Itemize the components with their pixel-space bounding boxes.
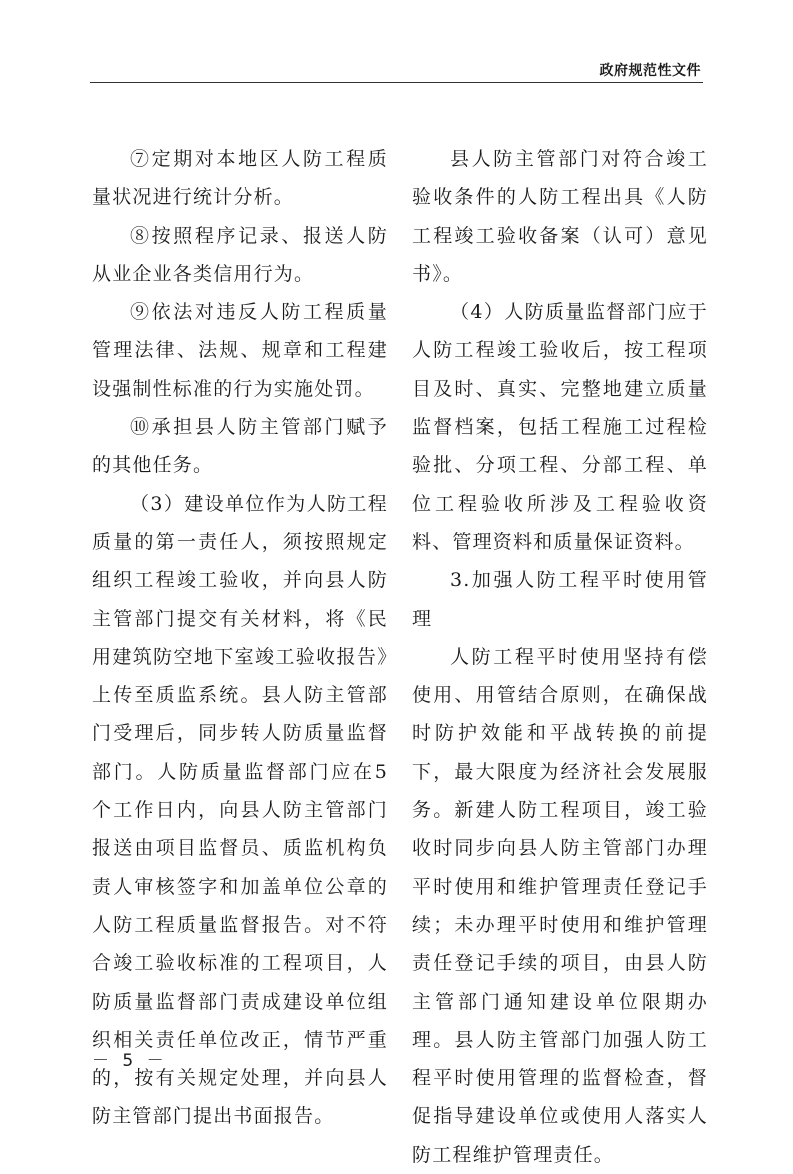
right-text-column [412,140,708,1174]
paragraph-item-7: ⑦定期对本地区人防工程质量状况进行统计分析。 [92,148,388,209]
paragraph-item-8: ⑧按照程序记录、报送人防从业企业各类信用行为。 [92,224,388,285]
paragraph-section-4: （4）人防质量监督部门应于人防工程竣工验收后，按工程项目及时、真实、完整地建立质量监督档案，包括工程施工过程检验批、分项工程、分部工程、单位工程验收所涉及工程验收资料、管理资料和质量保证资料。 [412,301,708,553]
paragraph-item-10: ⑩承担县人防主管部门赋予的其他任务。 [92,416,388,477]
document-category-label: 政府规范性文件 [599,63,701,79]
paragraph-section-3: （3）建设单位作为人防工程质量的第一责任人，须按照规定组织工程竣工验收，并向县人防主管部门提交有关材料，将《民用建筑防空地下室竣工验收报告》上传至质监系统。县人防主管部门受理后，同步转人防质量监督部门。人防质量监督部门应在5个工作日内，向县人防主管部门报送由项目监督员、质监机构负责人审核签字和加盖单位公章的人防工程质量监督报告。对不符合竣工验收标准的工程项目，人防质量监督部门责成建设单位组织相关责任单位改正，情节严重的，按有关规定处理，并向县人防主管部门提出书面报告。 [92,492,388,1128]
paragraph-usage-management: 人防工程平时使用坚持有偿使用、用管结合原则，在确保战时防护效能和平战转换的前提下，最大限度为经济社会发展服务。新建人防工程项目，竣工验收时同步向县人防主管部门办理平时使用和维护管理责任登记手续；未办理平时使用和维护管理责任登记手续的项目，由县人防主管部门通知建设单位限期办理。县人防主管部门加强人防工程平时使用管理的监督检查，督促指导建设单位或使用人落实人防工程维护管理责任。 [412,645,708,1166]
page-number: － 5 － [92,1051,168,1071]
section-heading-3: 3.加强人防工程平时使用管理 [412,569,708,630]
header-divider [90,82,703,83]
left-text-column [92,140,388,1136]
paragraph-item-9: ⑨依法对违反人防工程质量管理法律、法规、规章和工程建设强制性标准的行为实施处罚。 [92,301,388,400]
paragraph-section-3-continued: 县人防主管部门对符合竣工验收条件的人防工程出具《人防工程竣工验收备案（认可）意见书》。 [412,148,708,285]
